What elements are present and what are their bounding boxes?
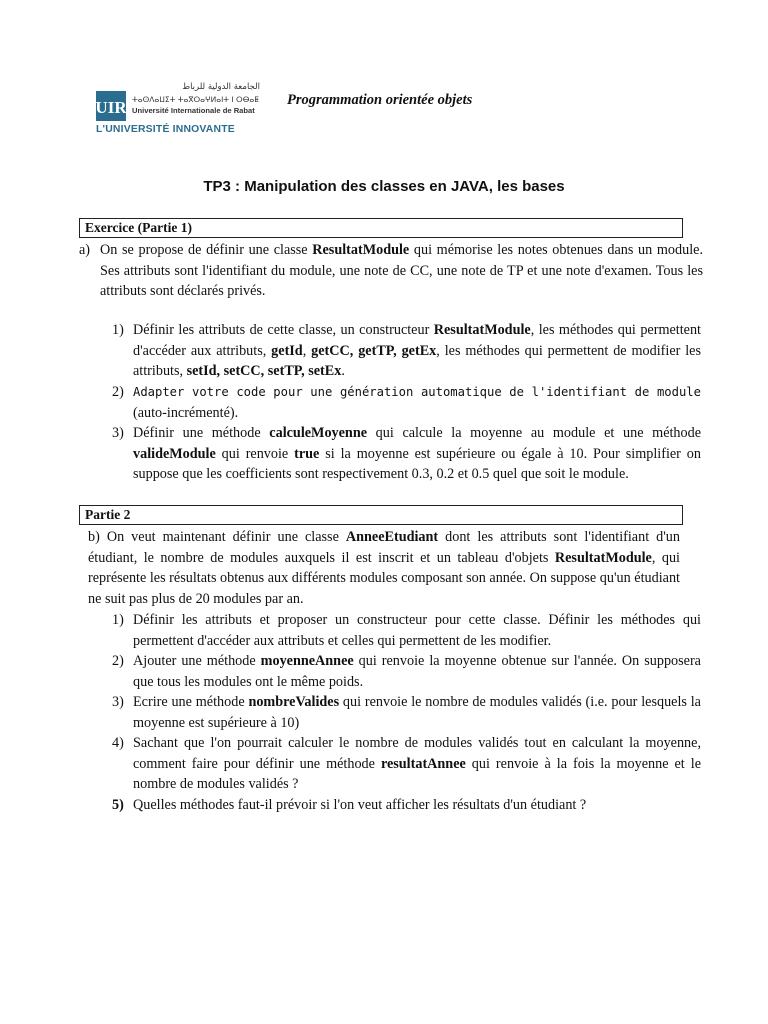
part1-item-2 [112, 382, 701, 423]
part2-item-2 [112, 651, 701, 692]
monospace-text-run: Adapter votre code pour une génération automatique de l'identifiant de module [133, 385, 701, 399]
text-run: , les méthodes qui permettent de modifier les attributs, [133, 342, 702, 380]
text-run: . [341, 363, 345, 380]
text-run: qui renvoie le nombre de modules validés (i.e. pour lesquels la moyenne est supérieure à 10) [133, 694, 701, 731]
part1-item-3 [112, 423, 701, 485]
text-run: Définir les attributs de cette classe, un constructeur [133, 322, 434, 338]
text-run: , [302, 342, 312, 359]
text-run: Quelles méthodes faut-il prévoir si l'on veut afficher les résultats d'un étudiant ? [133, 797, 587, 813]
item-label: 2) [112, 653, 124, 669]
text-run: si la moyenne est supérieure ou égale à 10. Pour simplifier on suppose que les coefficients sont respectivement 0.3, 0.2 et 0.5 quel que soit le module. [133, 445, 701, 483]
text-run: Définir les attributs et proposer un constructeur pour cette classe. Définir les méthodes qui permettent d'accéder aux attributs et celles qui permettent de les modifier. [133, 612, 701, 649]
text-run: Sachant que l'on pourrait calculer le nombre de modules validés tout en calculant la moyenne, comment faire pour définir une méthode [133, 735, 701, 772]
item-label: 3) [112, 425, 124, 441]
method-name: moyenneAnnee [260, 653, 354, 669]
document-title: TP3 : Manipulation des classes en JAVA, les bases [203, 178, 565, 195]
method-name: getId [271, 342, 303, 359]
part1-heading-box [79, 218, 683, 238]
method-name: calculeMoyenne [269, 425, 368, 441]
text-run: Définir une méthode [133, 425, 270, 441]
text-run: qui renvoie [215, 445, 295, 462]
part2-item-4 [112, 733, 701, 795]
text-run: dont les attributs sont l'identifiant d'un étudiant, le nombre de modules auxquels il est inscrit et un tableau d'objets [88, 529, 680, 566]
part2-intro [88, 527, 680, 610]
item-label: 1) [112, 322, 124, 338]
class-name: ResultatModule [433, 322, 531, 338]
method-names: getCC, getTP, getEx [311, 342, 437, 359]
text-run: (auto-incrémenté). [133, 404, 239, 421]
item-label: 3) [112, 694, 124, 710]
part2-heading: Partie 2 [85, 507, 131, 522]
text-run: qui mémorise les notes obtenues dans un module. Ses attributs sont l'identifiant du module, une note de CC, une note de TP et une note d'examen. Tous les attributs sont déclarés privés. [100, 242, 703, 300]
part2-item-5 [112, 795, 701, 816]
part2-heading-box [79, 505, 683, 525]
item-label: 4) [112, 735, 124, 751]
item-label: 1) [112, 612, 124, 628]
item-label: 2) [112, 384, 124, 400]
text-run: Ajouter une méthode [133, 653, 261, 669]
logo-university-name: Université Internationale de Rabat [132, 106, 255, 115]
part1-intro-label: a) [79, 242, 91, 258]
class-name: ResultatModule [312, 242, 410, 258]
text-run: Ecrire une méthode [133, 694, 249, 710]
text-run: b) On veut maintenant définir une classe [88, 529, 346, 545]
text-run: qui calcule la moyenne au module et une méthode [367, 425, 702, 441]
part1-heading: Exercice (Partie 1) [85, 220, 192, 235]
method-name: resultatAnnee [380, 755, 466, 772]
part1-item-1 [112, 320, 701, 382]
part2-item-1 [112, 610, 701, 651]
part2-item-3 [112, 692, 701, 733]
method-names: setId, setCC, setTP, setEx [186, 363, 342, 380]
logo-tagline: L'UNIVERSITÉ INNOVANTE [96, 124, 235, 135]
text-run: On se propose de définir une classe [100, 242, 313, 258]
keyword: true [294, 445, 320, 462]
course-title: Programmation orientée objets [287, 92, 473, 108]
class-name: ResultatModule [554, 549, 652, 566]
logo-tifinagh-name: ⵜⴰⵙⴷⴰⵡⵉⵜ ⵜⴰⴳⵔⴰⵖⵍⴰⵏⵜ ⵏ ⵔⴱⴰⵟ [132, 95, 259, 104]
method-name: nombreValides [248, 694, 340, 710]
method-name: valideModule [133, 445, 216, 462]
text-run: qui renvoie à la fois la moyenne et le nombre de modules validés ? [133, 755, 701, 793]
text-run: qui renvoie la moyenne obtenue sur l'année. On supposera que tous les modules ont le même poids. [133, 653, 701, 690]
text-run: , les méthodes qui permettent d'accéder aux attributs, [133, 322, 701, 359]
text-run: , qui représente les résultats obtenus aux différents modules composant son année. On suppose qu'un étudiant ne suit pas plus de 20 modules par an. [88, 549, 680, 608]
logo-initials: UIR [96, 98, 127, 117]
item-label: 5) [112, 797, 124, 813]
university-logo [96, 82, 261, 138]
class-name: AnneeEtudiant [345, 529, 439, 545]
logo-arabic-name: الجامعة الدولية للرباط [182, 82, 260, 92]
part1-intro [79, 240, 703, 302]
